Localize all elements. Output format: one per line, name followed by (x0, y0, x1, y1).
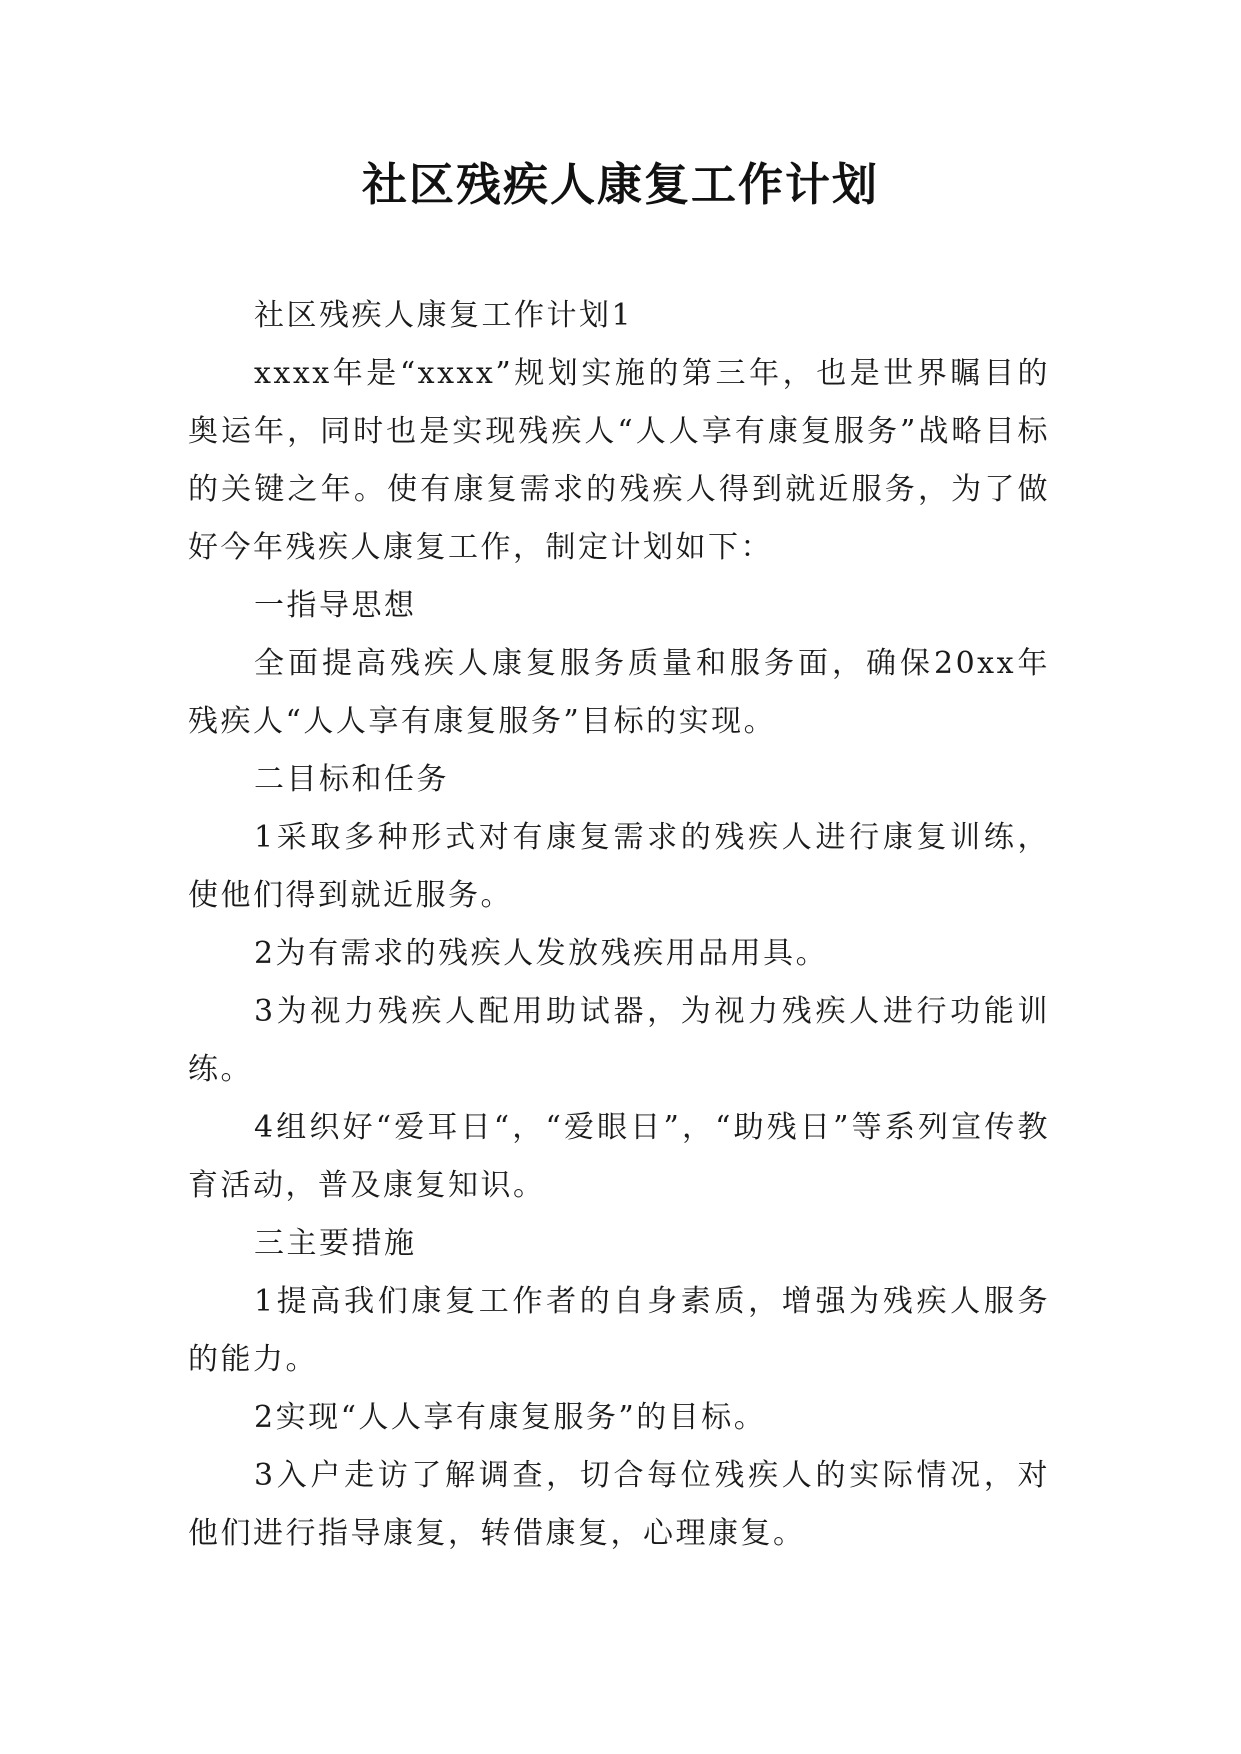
section-heading-main-measures: 三主要措施 (254, 1226, 417, 1261)
list-item-measure-1: 1提高我们康复工作者的自身素质，增强为残疾人服务的能力。 (188, 1284, 1050, 1377)
list-item-goal-2: 2为有需求的残疾人发放残疾用品用具。 (254, 936, 829, 971)
document-title: 社区残疾人康复工作计划 (361, 158, 879, 211)
list-item-measure-2: 2实现“人人享有康复服务”的目标。 (254, 1400, 767, 1435)
document-body (188, 287, 1050, 1563)
section-heading-guiding-ideology: 一指导思想 (254, 588, 417, 623)
list-item-measure-3: 3入户走访了解调查，切合每位残疾人的实际情况，对他们进行指导康复，转借康复，心理康复。 (188, 1458, 1050, 1551)
paragraph-intro: xxxx年是“xxxx”规划实施的第三年，也是世界瞩目的奥运年，同时也是实现残疾人“人人享有康复服务”战略目标的关键之年。使有康复需求的残疾人得到就近服务，为了做好今年残疾人康复工作，制定计划如下： (188, 356, 1050, 565)
section-heading-goals-tasks: 二目标和任务 (254, 762, 449, 797)
paragraph-guiding-ideology: 全面提高残疾人康复服务质量和服务面，确保20xx年残疾人“人人享有康复服务”目标的实现。 (188, 646, 1050, 739)
list-item-goal-4: 4组织好“爱耳日“，“爱眼日”，“助残日”等系列宣传教育活动，普及康复知识。 (188, 1110, 1050, 1203)
list-item-goal-3: 3为视力残疾人配用助试器，为视力残疾人进行功能训练。 (188, 994, 1050, 1087)
paragraph-subtitle: 社区残疾人康复工作计划1 (254, 298, 634, 333)
list-item-goal-1: 1采取多种形式对有康复需求的残疾人进行康复训练，使他们得到就近服务。 (188, 820, 1050, 913)
